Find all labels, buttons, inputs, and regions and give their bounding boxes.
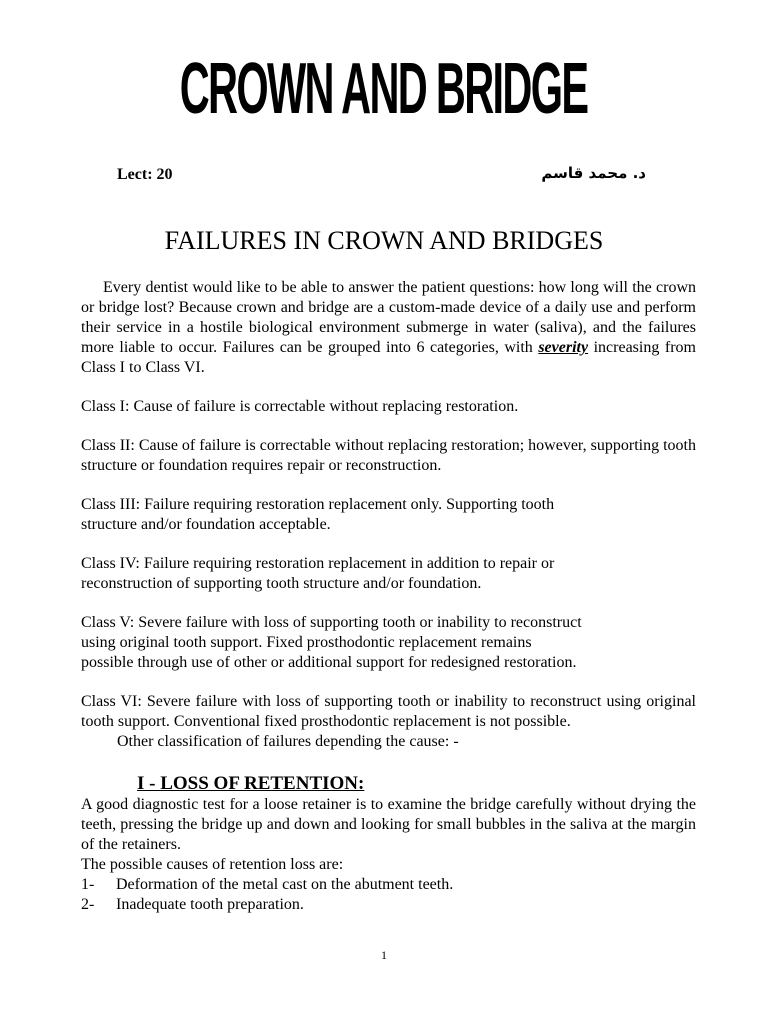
author-name: د. محمد قاسم [541,164,646,182]
causes-intro: The possible causes of retention loss are: [81,856,344,873]
lecture-number: Lect: 20 [117,166,173,183]
page-number: 1 [381,948,387,962]
other-classification: Other classification of failures depending the cause: - [117,733,459,750]
intro-paragraph [81,278,696,378]
section-paragraph: A good diagnostic test for a loose retainer is to examine the bridge carefully without drying the teeth, pressing the bridge up and down and looking for small bubbles in the saliva at the margin of the retainers. [81,796,696,853]
class-4-line-2: reconstruction of supporting tooth structure and/or foundation. [81,575,482,592]
document-banner [0,47,768,140]
class-2: Class II: Cause of failure is correctable without replacing restoration; however, supporting tooth structure or foundation requires repair or reconstruction. [81,437,696,474]
class-3-line-1: Class III: Failure requiring restoration replacement only. Supporting tooth [81,496,555,513]
class-5-line-3: possible through use of other or additional support for redesigned restoration. [81,654,577,671]
list-item [81,875,696,895]
list-item-number: 1- [81,876,95,893]
section-heading-loss-of-retention: I - LOSS OF RETENTION: [137,773,365,794]
class-5-line-2: using original tooth support. Fixed prosthodontic replacement remains [81,634,532,651]
document-title: FAILURES IN CROWN AND BRIDGES [164,226,604,255]
list-item-text: Deformation of the metal cast on the abutment teeth. [116,876,454,893]
class-1: Class I: Cause of failure is correctable without replacing restoration. [81,398,519,415]
class-4 [81,554,696,594]
intro-text-start: Every dentist would like to be able to answer the patient questions: how long will the crown or bridge lost? Because crown and bridge are a custom-made device of a daily use and perform their service in a hostile biological environment submerge in water (saliva), and the failures more liable to occur. Failures can be grouped into 6 categories, with [81,279,696,356]
intro-emphasis: severity [538,339,589,356]
class-3 [81,495,696,535]
banner-title: CROWN AND BRIDGE [180,47,588,129]
list-item [81,895,696,915]
class-3-line-2: structure and/or foundation acceptable. [81,516,331,533]
intro-text-end: increasing from Class I to Class VI. [81,339,696,376]
list-item-number: 2- [81,896,95,913]
document-body [81,278,696,915]
list-item-text: Inadequate tooth preparation. [116,896,304,913]
class-4-line-1: Class IV: Failure requiring restoration replacement in addition to repair or [81,555,555,572]
class-5 [81,613,696,673]
class-6: Class VI: Severe failure with loss of supporting tooth or inability to reconstruct using original tooth support. Conventional fixed prosthodontic replacement is not possible. [81,693,696,730]
class-5-line-1: Class V: Severe failure with loss of supporting tooth or inability to reconstruct [81,614,582,631]
